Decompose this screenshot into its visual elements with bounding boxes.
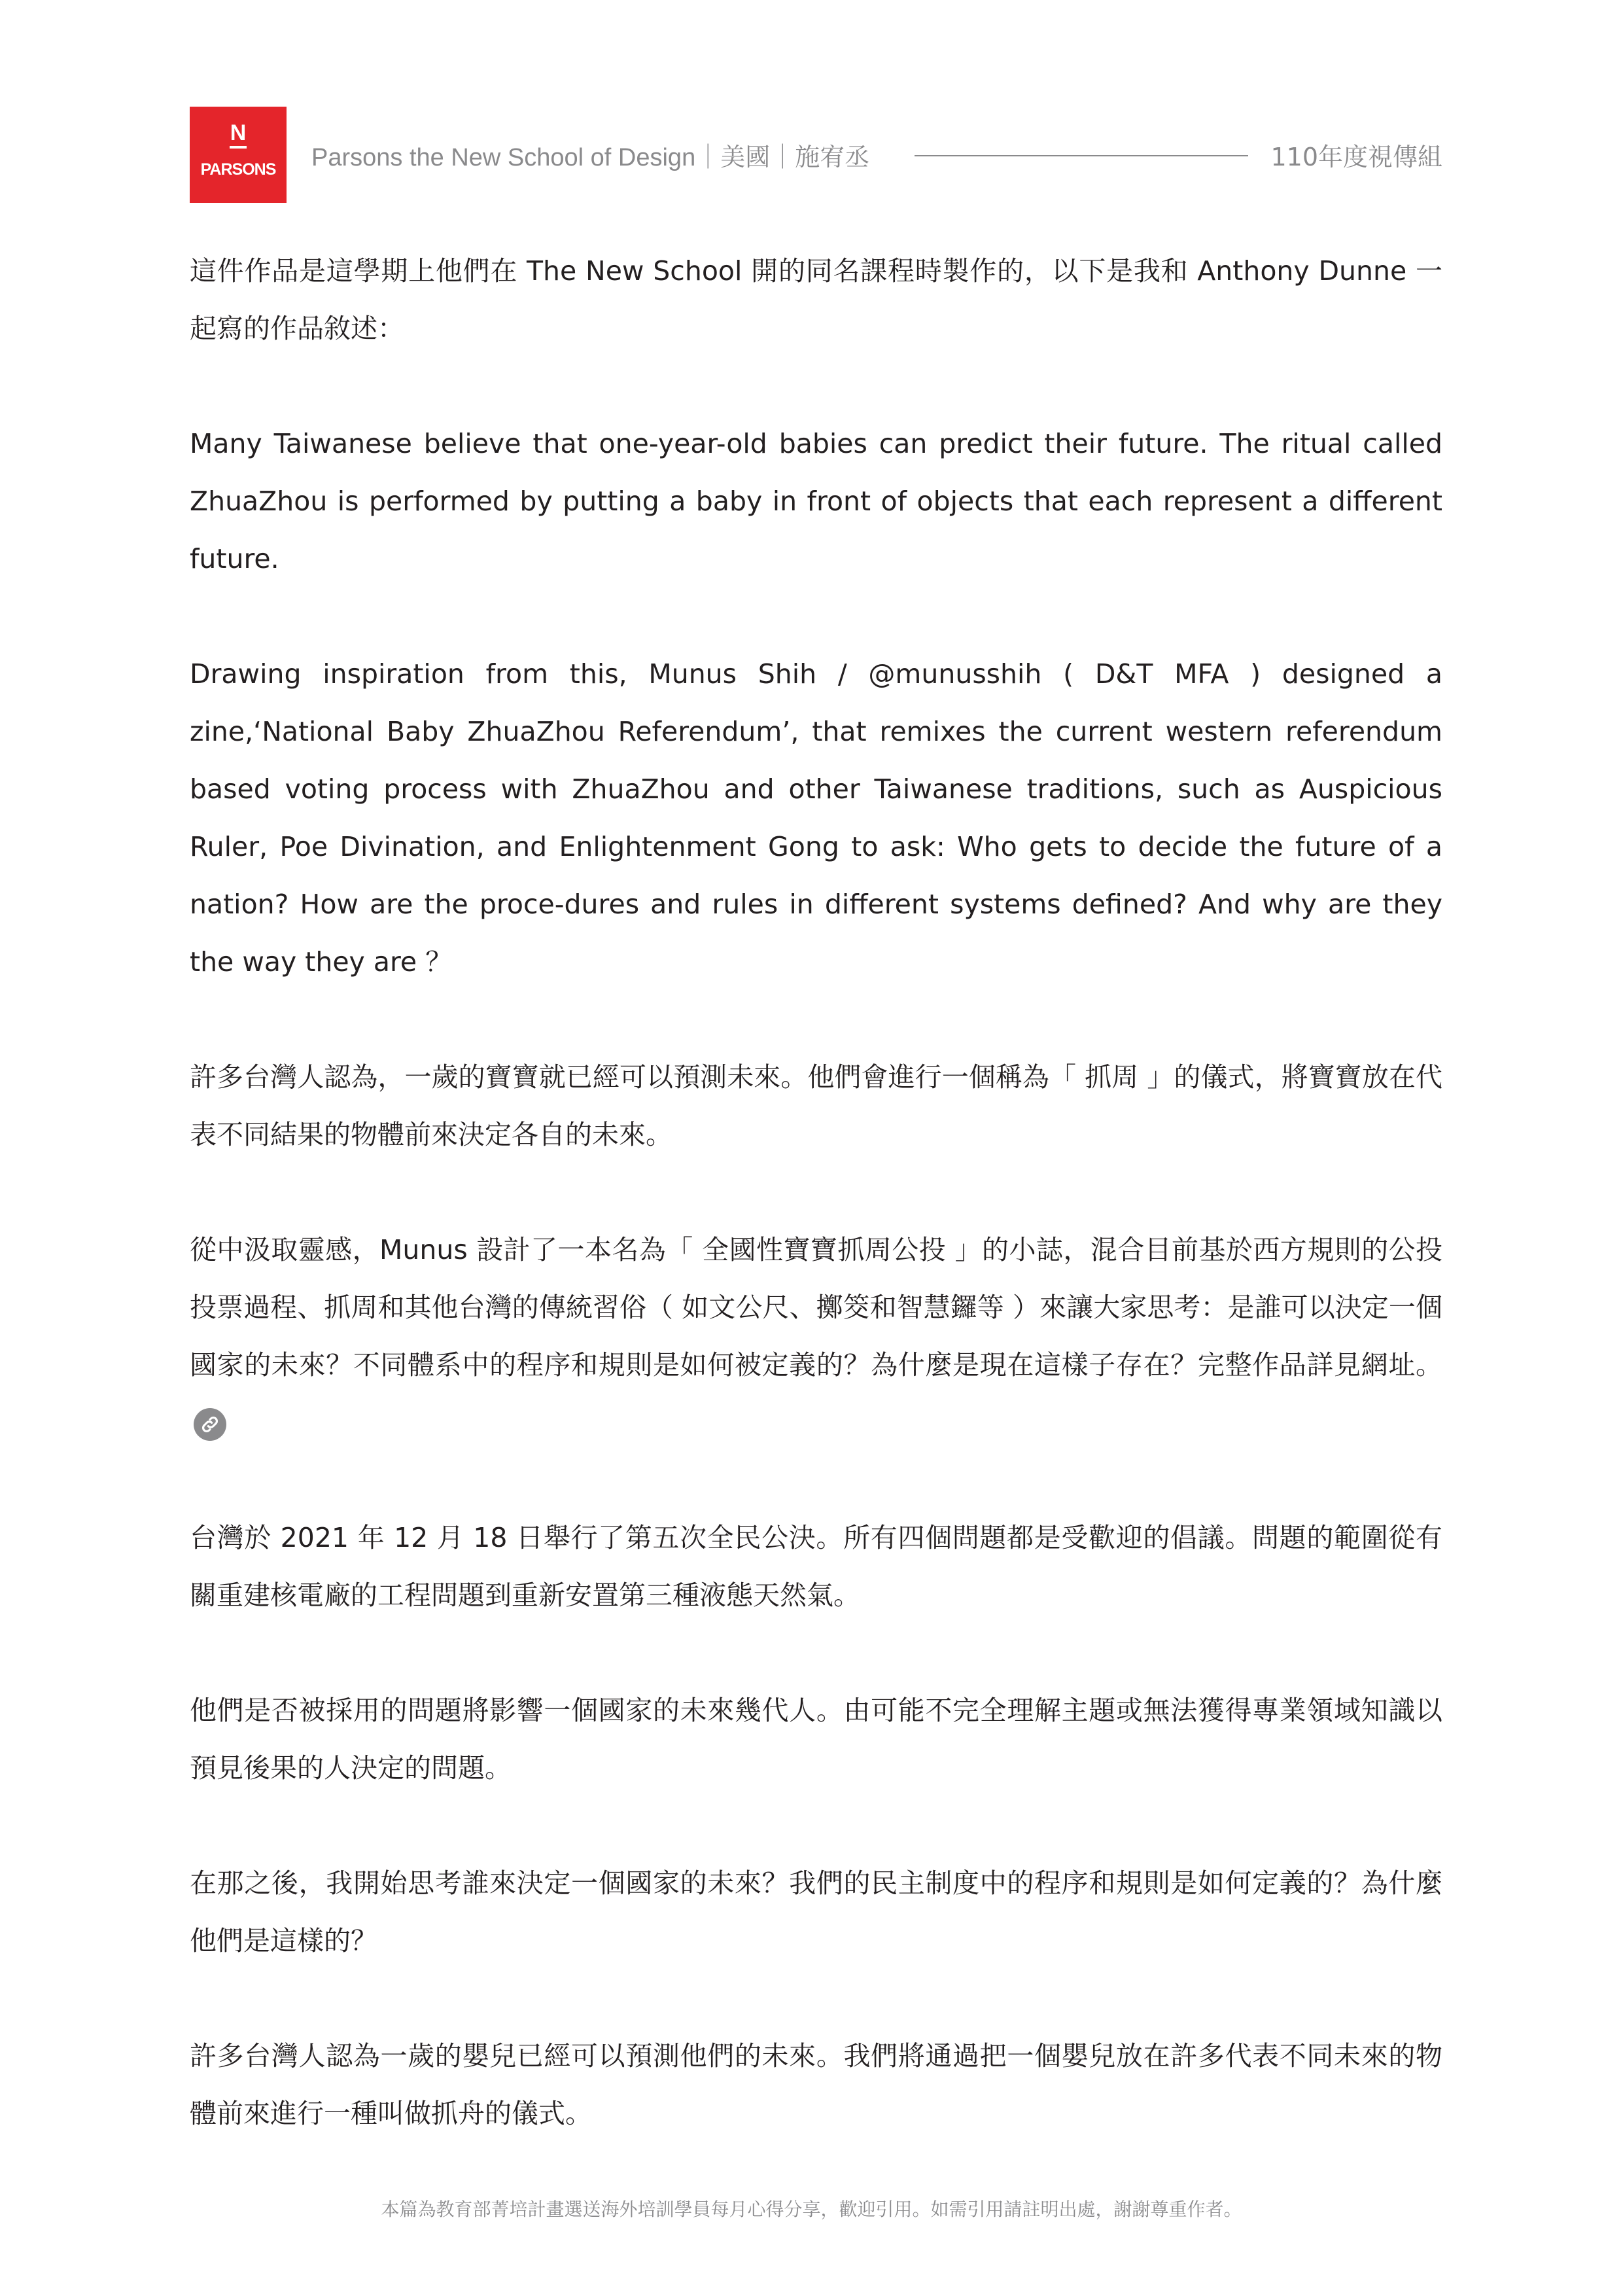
logo-mark: N: [190, 121, 287, 149]
paragraph-zh-2-text: 從中汲取靈感，Munus 設計了一本名為「 全國性寶寶抓周公投 」的小誌，混合目前基於西方規則的公投投票過程、抓周和其他台灣的傳統習俗（ 如文公尺、擲筊和智慧鑼等 ）來讓大家思考：是誰可以決定一個國家的未來？不同體系中的程序和規則是如何被定義的？為什麼是現在這樣子存在？完整作品詳見網址。: [190, 1234, 1442, 1381]
parsons-logo: [190, 107, 287, 203]
paragraph-en-1: Many Taiwanese believe that one-year-old babies can predict their future. The ritual called ZhuaZhou is performed by putting a baby in front of objects that each represent a different future.: [190, 428, 1442, 574]
header-divider: [915, 155, 1248, 156]
paragraph-zh-2: [190, 1221, 1442, 1451]
paragraph-en-2: Drawing inspiration from this, Munus Shih / @munusshih ( D&T MFA ) designed a zine,‘National Baby ZhuaZhou Referendum’, that remixes the current western referendum based voting process with ZhuaZhou and other Taiwanese traditions, such as Auspicious Ruler, Poe Divination, and Enlightenment Gong to ask: Who gets to decide the future of a nation? How are the proce-dures and rules in different systems defined? And why are they the way they are ？: [190, 658, 1442, 978]
paragraph-zh-6: 許多台灣人認為一歲的嬰兒已經可以預測他們的未來。我們將通過把一個嬰兒放在許多代表不同未來的物體前來進行一種叫做抓舟的儀式。: [190, 2040, 1442, 2129]
header-title: Parsons the New School of Design｜美國｜施宥丞: [311, 144, 870, 171]
paragraph-zh-1: 許多台灣人認為，一歲的寶寶就已經可以預測未來。他們會進行一個稱為「 抓周 」的儀式，將寶寶放在代表不同結果的物體前來決定各自的未來。: [190, 1061, 1442, 1150]
paragraph-zh-5: 在那之後，我開始思考誰來決定一個國家的未來？我們的民主制度中的程序和規則是如何定義的？為什麼他們是這樣的？: [190, 1867, 1442, 1956]
page-header: [190, 107, 1442, 203]
page-footer: 本篇為教育部菁培計畫選送海外培訓學員每月心得分享，歡迎引用。如需引用請註明出處，謝謝尊重作者。: [381, 2199, 1242, 2220]
paragraph-intro: 這件作品是這學期上他們在 The New School 開的同名課程時製作的，以下是我和 Anthony Dunne 一起寫的作品敘述：: [190, 255, 1442, 344]
paragraph-zh-4: 他們是否被採用的問題將影響一個國家的未來幾代人。由可能不完全理解主題或無法獲得專業領域知識以預見後果的人決定的問題。: [190, 1695, 1442, 1784]
link-icon[interactable]: [194, 1408, 226, 1441]
logo-text: PARSONS: [200, 160, 276, 179]
header-group-label: 110年度視傳組: [1270, 143, 1442, 171]
article-body: [190, 242, 1442, 2200]
paragraph-zh-3: 台灣於 2021 年 12 月 18 日舉行了第五次全民公決。所有四個問題都是受歡迎的倡議。問題的範圍從有關重建核電廠的工程問題到重新安置第三種液態天然氣。: [190, 1522, 1442, 1611]
